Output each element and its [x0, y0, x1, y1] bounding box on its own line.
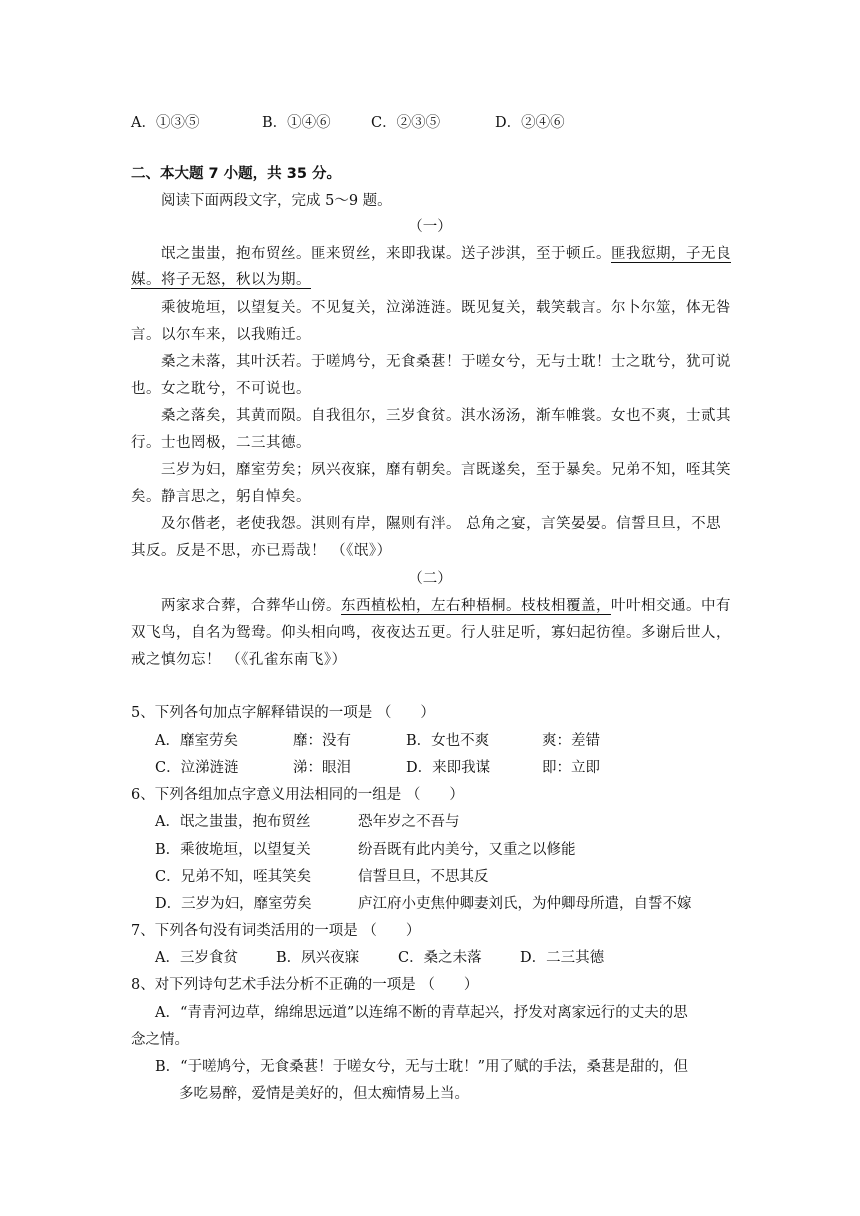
passage1-para1-line1: [161, 244, 731, 264]
q4-option-a: A．①③⑤: [131, 115, 200, 131]
q8-stem: 8、对下列诗句艺术手法分析不正确的一项是 （ ）: [131, 977, 479, 993]
passage1-para6-line2: 其反。反是不思，亦已焉哉！ （《氓》）: [131, 543, 392, 559]
passage1-para4-line1: 桑之落矣，其黄而陨。自我徂尔，三岁食贫。淇水汤汤，渐车帷裳。女也不爽，士贰其: [161, 408, 731, 424]
passage2-line3: 戒之慎勿忘！ （《孔雀东南飞》）: [131, 652, 347, 668]
underlined-text: 东西植松柏，左右种梧桐。枝枝相覆盖，: [341, 598, 611, 614]
q6-option-d-right: 庐江府小吏焦仲卿妻刘氏，为仲卿母所遣，自誓不嫁: [358, 896, 692, 912]
passage1-para2-line2: 言。以尔车来，以我贿迁。: [131, 327, 311, 343]
q5-option-a-note: 靡：没有: [293, 733, 351, 749]
q8-option-a-line1: A．“青青河边草，绵绵思远道”以连绵不断的青草起兴，抒发对离家远行的丈夫的思: [155, 1005, 688, 1021]
passage1-para2-line1: 乘彼垝垣，以望复关。不见复关，泣涕涟涟。既见复关，载笑载言。尔卜尔筮，体无咎: [161, 300, 731, 316]
q8-option-b-line1: B．“于嗟鸠兮，无食桑葚！于嗟女兮，无与士耽！”用了赋的手法，桑葚是甜的，但: [155, 1059, 688, 1075]
passage1-para3-line2: 也。女之耽兮，不可说也。: [131, 381, 311, 397]
q6-option-c-right: 信誓旦旦，不思其反: [358, 869, 489, 885]
q6-option-b-right: 纷吾既有此内美兮，又重之以修能: [358, 842, 576, 858]
passage1-para3-line1: 桑之未落，其叶沃若。于嗟鸠兮，无食桑葚！于嗟女兮，无与士耽！士之耽兮，犹可说: [161, 354, 731, 370]
q5-option-d: D．来即我谋: [406, 760, 491, 776]
q5-stem: 5、下列各句加点字解释错误的一项是 （ ）: [131, 705, 435, 721]
q6-option-c-left: C．兄弟不知，咥其笑矣: [155, 869, 312, 885]
q6-option-d-left: D．三岁为妇，靡室劳矣: [155, 896, 312, 912]
passage1-para1-line2: 媒。将子无怒，秋以为期。: [131, 272, 311, 288]
passage-text: 氓之蚩蚩，抱布贸丝。匪来贸丝，来即我谋。送子涉淇，至于顿丘。: [161, 246, 611, 262]
q8-option-b-line2: 多吃易醉，爱情是美好的，但太痴情易上当。: [179, 1086, 469, 1102]
q6-option-a-left: A．氓之蚩蚩，抱布贸丝: [155, 814, 311, 830]
section-instruction: 阅读下面两段文字，完成 5～9 题。: [161, 193, 392, 209]
q5-option-c: C．泣涕涟涟: [155, 760, 239, 776]
passage1-label: （一）: [408, 219, 452, 235]
passage1-para4-line2: 行。士也罔极，二三其德。: [131, 435, 311, 451]
underlined-text: 匪我愆期，子无良: [611, 246, 731, 262]
q6-option-a-right: 恐年岁之不吾与: [358, 814, 460, 830]
q7-option-a: A．三岁食贫: [155, 950, 238, 966]
q4-option-c: C．②③⑤: [371, 115, 441, 131]
q5-option-d-note: 即：立即: [542, 760, 600, 776]
passage2-line2: 双飞鸟，自名为鸳鸯。仰头相向鸣，夜夜达五更。行人驻足听，寡妇起彷徨。多谢后世人，: [131, 625, 731, 641]
section-heading: 二、本大题 7 小题，共 35 分。: [131, 166, 341, 182]
passage2-line1: [161, 596, 731, 616]
q5-option-c-note: 涕：眼泪: [293, 760, 351, 776]
q4-option-d: D．②④⑥: [495, 115, 565, 131]
q7-option-d: D．二三其德: [520, 950, 605, 966]
passage1-para5-line1: 三岁为妇，靡室劳矣；夙兴夜寐，靡有朝矣。言既遂矣，至于暴矣。兄弟不知，咥其笑: [161, 462, 731, 478]
passage2-label: （二）: [408, 571, 452, 587]
q8-option-a-line2: 念之情。: [131, 1032, 189, 1048]
passage-text: 两家求合葬，合葬华山傍。: [161, 598, 341, 614]
passage-text: 叶叶相交通。中有: [611, 598, 731, 614]
q7-stem: 7、下列各句没有词类活用的一项是 （ ）: [131, 923, 421, 939]
q7-option-b: B．夙兴夜寐: [276, 950, 360, 966]
q5-option-b: B．女也不爽: [406, 733, 490, 749]
q5-option-a: A．靡室劳矣: [155, 733, 238, 749]
passage1-para5-line2: 矣。静言思之，躬自悼矣。: [131, 489, 311, 505]
q5-option-b-note: 爽：差错: [542, 733, 600, 749]
q7-option-c: C．桑之未落: [398, 950, 482, 966]
q6-option-b-left: B．乘彼垝垣，以望复关: [155, 842, 311, 858]
q6-stem: 6、下列各组加点字意义用法相同的一组是 （ ）: [131, 787, 464, 803]
passage1-para6-line1: 及尔偕老，老使我怨。淇则有岸，隰则有泮。 总角之宴，言笑晏晏。信誓旦旦，不思: [161, 516, 722, 532]
q4-option-b: B．①④⑥: [262, 115, 331, 131]
